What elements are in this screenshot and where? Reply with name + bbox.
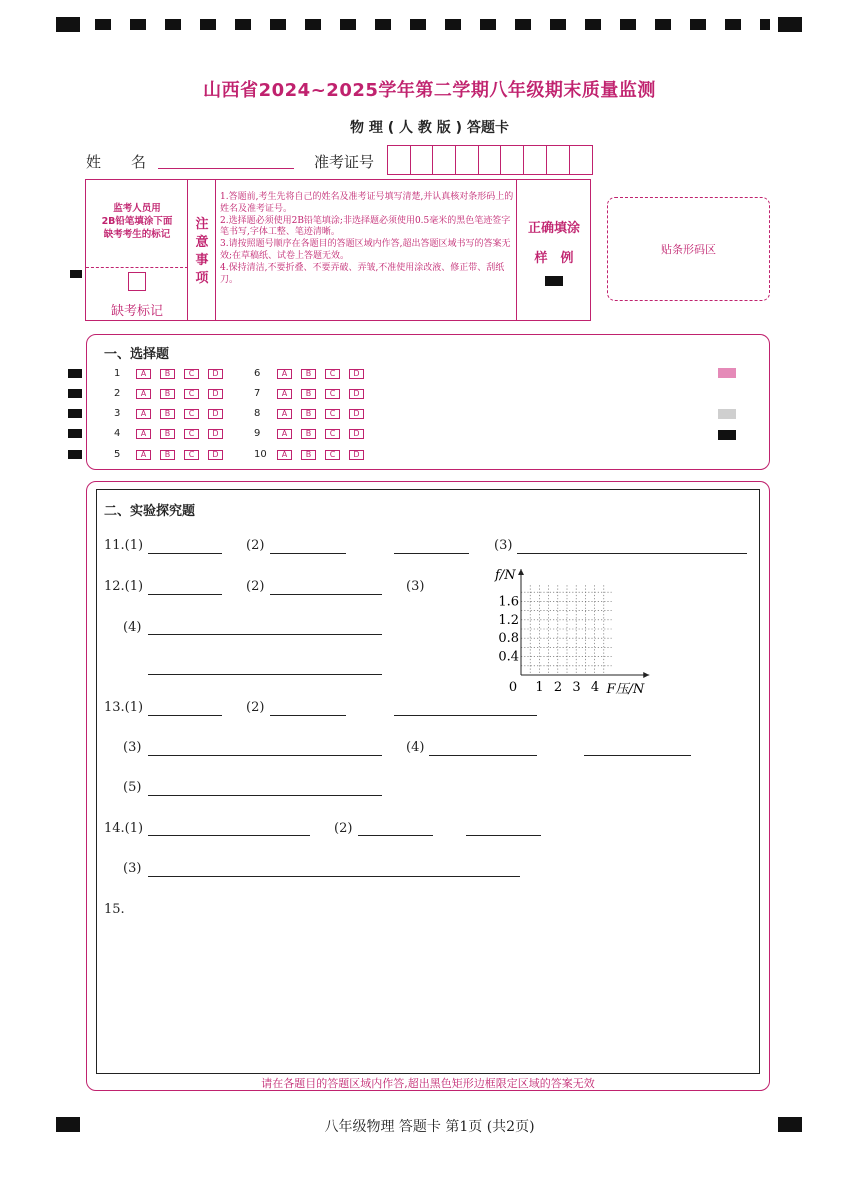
- q12-2-label: (2): [246, 579, 265, 594]
- mc-option-bubble[interactable]: A: [277, 429, 292, 439]
- chart-x-tick-label: 3: [572, 680, 581, 695]
- barcode-label: 贴条形码区: [661, 243, 716, 256]
- mc-option-bubble[interactable]: B: [160, 409, 175, 419]
- mc-question-number: 5: [114, 449, 121, 460]
- q13-2-label: (2): [246, 700, 265, 715]
- timing-mark: [68, 450, 82, 459]
- gray-mark: [718, 409, 736, 419]
- chart-x-tick-label: 0: [508, 680, 518, 695]
- mc-option-bubble[interactable]: D: [208, 450, 223, 460]
- q13-1-answer[interactable]: [148, 715, 222, 716]
- q14-2-label: (2): [334, 821, 353, 836]
- q14-label: 14.(1): [104, 821, 144, 836]
- page-footer: 八年级物理 答题卡 第1页 (共2页): [324, 1119, 535, 1135]
- chart-y-tick-label: 0.4: [498, 649, 519, 665]
- id-number-boxes[interactable]: [387, 145, 593, 175]
- page-title: 山西省2024~2025学年第二学期八年级期末质量监测: [203, 80, 656, 101]
- mc-question-number: 6: [254, 368, 261, 379]
- mc-question-number: 8: [254, 408, 261, 419]
- q13-2b-answer[interactable]: [394, 715, 537, 716]
- q12-1-answer[interactable]: [148, 594, 222, 595]
- mc-option-bubble[interactable]: D: [208, 409, 223, 419]
- q13-3-label: (3): [123, 740, 142, 755]
- q12-label: 12.(1): [104, 579, 144, 594]
- mc-question-number: 9: [254, 428, 261, 439]
- mc-option-bubble[interactable]: A: [277, 369, 292, 379]
- mc-option-bubble[interactable]: C: [184, 409, 199, 419]
- timing-mark: [68, 429, 82, 438]
- q11-2-label: (2): [246, 538, 265, 553]
- q13-3-answer[interactable]: [148, 755, 382, 756]
- mc-option-bubble[interactable]: C: [184, 389, 199, 399]
- q14-2-answer[interactable]: [358, 835, 433, 836]
- mc-option-bubble[interactable]: C: [184, 429, 199, 439]
- mc-question-number: 2: [114, 388, 121, 399]
- q12-4-label: (4): [123, 620, 142, 635]
- absent-mark-box[interactable]: [128, 272, 146, 291]
- mc-option-bubble[interactable]: B: [301, 429, 316, 439]
- mc-option-bubble[interactable]: B: [301, 389, 316, 399]
- section1-title: 一、选择题: [104, 347, 170, 362]
- q13-4-label: (4): [406, 740, 425, 755]
- notice-list: [220, 192, 516, 286]
- q14-1-answer[interactable]: [148, 835, 310, 836]
- q12-4-answer[interactable]: [148, 634, 382, 635]
- proctor-instructions: 监考人员用 2B铅笔填涂下面 缺考考生的标记: [101, 203, 173, 240]
- mc-option-bubble[interactable]: B: [160, 429, 175, 439]
- mc-option-bubble[interactable]: D: [349, 409, 364, 419]
- chart-x-tick-label: 2: [553, 680, 563, 695]
- q14-3-answer[interactable]: [148, 876, 520, 877]
- mc-option-bubble[interactable]: D: [349, 450, 364, 460]
- mc-option-bubble[interactable]: B: [301, 369, 316, 379]
- mc-question-number: 1: [114, 368, 121, 379]
- footer-note: 请在各题目的答题区域内作答,超出黑色矩形边框限定区域的答案无效: [261, 1077, 595, 1090]
- notice-label: 注 意 事 项: [195, 217, 209, 286]
- q15-answer-area[interactable]: [120, 920, 740, 1060]
- q11-2b-answer[interactable]: [394, 553, 469, 554]
- mc-option-bubble[interactable]: A: [136, 389, 151, 399]
- section2-title: 二、实验探究题: [104, 504, 196, 519]
- mc-option-bubble[interactable]: B: [160, 389, 175, 399]
- q11-2-answer[interactable]: [270, 553, 346, 554]
- name-label: 姓 名: [86, 153, 147, 171]
- absent-mark-label: 缺考标记: [110, 304, 163, 319]
- mc-option-bubble[interactable]: A: [136, 409, 151, 419]
- sample-filled-mark: [545, 276, 563, 286]
- chart-y-tick-label: 1.6: [498, 594, 519, 610]
- timing-mark: [68, 369, 82, 378]
- notice-item: 4.保持清洁,不要折叠、不要弄破、弄皱,不准使用涂改液、修正带、刮纸刀。: [220, 262, 505, 285]
- mc-option-bubble[interactable]: D: [349, 369, 364, 379]
- q12-2-answer[interactable]: [270, 594, 382, 595]
- id-label: 准考证号: [314, 153, 375, 171]
- mc-option-bubble[interactable]: B: [160, 450, 175, 460]
- timing-mark: [68, 389, 82, 398]
- mc-option-bubble[interactable]: C: [325, 409, 340, 419]
- chart-y-tick-label: 1.2: [498, 612, 519, 628]
- q11-3-answer[interactable]: [517, 553, 747, 554]
- q11-1-answer[interactable]: [148, 553, 222, 554]
- page-subtitle: 物 理 ( 人 教 版 ) 答题卡: [350, 120, 509, 136]
- mc-option-bubble[interactable]: C: [184, 369, 199, 379]
- timing-mark: [70, 270, 82, 278]
- mc-option-bubble[interactable]: A: [277, 409, 292, 419]
- mc-option-bubble[interactable]: A: [136, 429, 151, 439]
- mc-option-bubble[interactable]: A: [136, 369, 151, 379]
- chart-x-tick-label: 4: [590, 680, 600, 695]
- q13-4b-answer[interactable]: [584, 755, 691, 756]
- q13-2-answer[interactable]: [270, 715, 346, 716]
- q11-label: 11.(1): [104, 538, 144, 553]
- info-box: [85, 179, 591, 321]
- q12-4b-answer[interactable]: [148, 674, 382, 675]
- timing-mark: [68, 409, 82, 418]
- q12-3-label: (3): [406, 579, 425, 594]
- chart-axes: [518, 569, 649, 678]
- mc-option-bubble[interactable]: B: [301, 409, 316, 419]
- f-vs-F-chart: [488, 563, 658, 698]
- q13-4-answer[interactable]: [429, 755, 537, 756]
- chart-y-arrow: [518, 569, 524, 575]
- q13-5-answer[interactable]: [148, 795, 382, 796]
- mc-question-number: 10: [254, 449, 267, 460]
- mc-question-number: 7: [254, 388, 261, 399]
- notice-item: 2.选择题必须使用2B铅笔填涂;非选择题必须使用0.5毫米的黑色笔迹签字笔书写,字体工整、笔迹清晰。: [220, 215, 511, 238]
- timing-mark: [718, 430, 736, 440]
- chart-y-label: f/N: [495, 568, 516, 583]
- mc-option-bubble[interactable]: C: [325, 429, 340, 439]
- mc-option-bubble[interactable]: D: [208, 369, 223, 379]
- q11-3-label: (3): [494, 538, 513, 553]
- q15-label: 15.: [104, 902, 125, 917]
- pink-mark: [718, 368, 736, 378]
- mc-option-bubble[interactable]: D: [349, 429, 364, 439]
- mc-option-bubble[interactable]: D: [208, 429, 223, 439]
- mc-question-number: 3: [114, 408, 121, 419]
- mc-option-bubble[interactable]: C: [325, 450, 340, 460]
- chart-y-tick-label: 0.8: [498, 631, 519, 647]
- chart-tick-labels: [494, 568, 645, 697]
- chart-x-label: F压/N: [606, 682, 645, 697]
- chart-grid: [521, 585, 612, 675]
- mc-option-bubble[interactable]: B: [160, 369, 175, 379]
- q14-3-label: (3): [123, 861, 142, 876]
- q13-5-label: (5): [123, 780, 142, 795]
- notice-item: 1.答题前,考生先将自己的姓名及准考证号填写清楚,并认真核对条形码上的姓名及准考证号。: [220, 192, 514, 214]
- q14-2b-answer[interactable]: [466, 835, 541, 836]
- mc-question-number: 4: [114, 428, 121, 439]
- chart-x-arrow: [643, 672, 649, 678]
- mc-option-bubble[interactable]: B: [301, 450, 316, 460]
- mc-option-bubble[interactable]: A: [136, 450, 151, 460]
- barcode-area: [607, 197, 770, 301]
- notice-item: 3.请按照题号顺序在各题目的答题区域内作答,超出答题区域书写的答案无效;在草稿纸、试卷上答题无效。: [220, 239, 511, 261]
- mc-option-bubble[interactable]: D: [208, 389, 223, 399]
- sample-label: 正确填涂 样 例: [527, 221, 580, 266]
- name-field[interactable]: [158, 168, 294, 169]
- mc-option-bubble[interactable]: D: [349, 389, 364, 399]
- mc-option-bubble[interactable]: C: [325, 369, 340, 379]
- q13-label: 13.(1): [104, 700, 144, 715]
- mc-option-bubble[interactable]: A: [277, 389, 292, 399]
- chart-x-tick-label: 1: [535, 680, 544, 695]
- mc-option-bubble[interactable]: A: [277, 450, 292, 460]
- mc-option-bubble[interactable]: C: [325, 389, 340, 399]
- mc-option-bubble[interactable]: C: [184, 450, 199, 460]
